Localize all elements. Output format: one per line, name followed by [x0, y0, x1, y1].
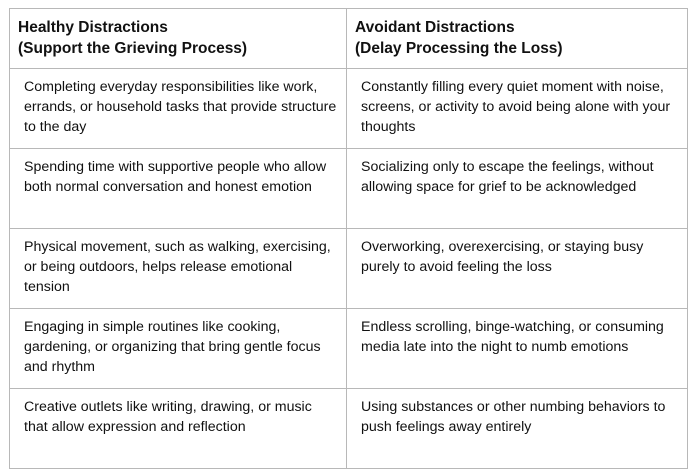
table-row	[10, 149, 688, 229]
table-row	[10, 229, 688, 309]
header-healthy-subtitle: (Support the Grieving Process)	[18, 40, 248, 57]
header-healthy-title: Healthy Distractions	[18, 19, 168, 36]
healthy-cell: Spending time with supportive people who allow both normal conversation and honest emotion	[10, 149, 347, 229]
avoidant-cell: Endless scrolling, binge-watching, or consuming media late into the night to numb emotions	[347, 309, 688, 389]
avoidant-cell: Constantly filling every quiet moment with noise, screens, or activity to avoid being alone with your thoughts	[347, 69, 688, 149]
table-row	[10, 309, 688, 389]
healthy-cell: Engaging in simple routines like cooking, gardening, or organizing that bring gentle focus and rhythm	[10, 309, 347, 389]
header-avoidant	[347, 9, 688, 69]
healthy-cell: Creative outlets like writing, drawing, or music that allow expression and reflection	[10, 389, 347, 469]
healthy-cell: Completing everyday responsibilities like work, errands, or household tasks that provide structure to the day	[10, 69, 347, 149]
avoidant-cell: Using substances or other numbing behaviors to push feelings away entirely	[347, 389, 688, 469]
avoidant-cell: Overworking, overexercising, or staying busy purely to avoid feeling the loss	[347, 229, 688, 309]
avoidant-cell: Socializing only to escape the feelings, without allowing space for grief to be acknowledged	[347, 149, 688, 229]
header-row	[10, 9, 688, 69]
comparison-table	[9, 8, 688, 469]
header-healthy	[10, 9, 347, 69]
header-avoidant-title: Avoidant Distractions	[355, 19, 515, 36]
header-avoidant-subtitle: (Delay Processing the Loss)	[355, 40, 563, 57]
table-row	[10, 69, 688, 149]
healthy-cell: Physical movement, such as walking, exercising, or being outdoors, helps release emotional tension	[10, 229, 347, 309]
